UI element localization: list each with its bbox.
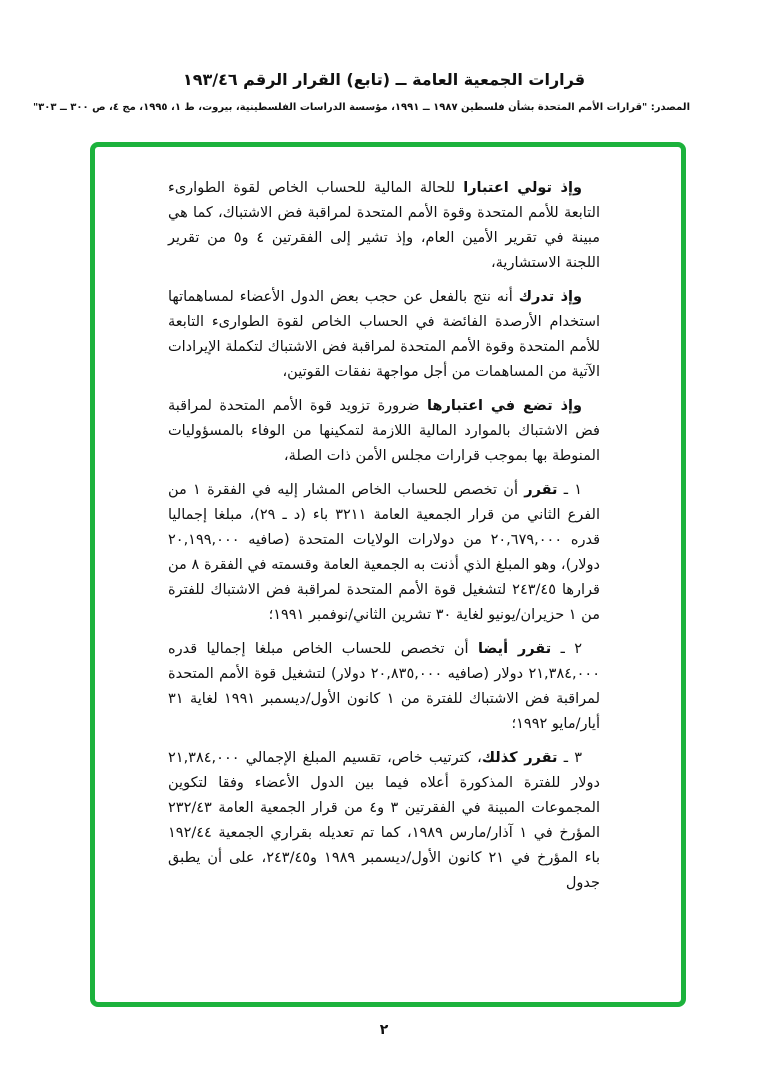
paragraph bbox=[168, 394, 600, 469]
paragraph bbox=[168, 746, 600, 896]
paragraph-lead: وإذ تولي اعتبارا bbox=[463, 180, 582, 196]
paragraph bbox=[168, 637, 600, 737]
paragraph-text: للحالة المالية للحساب الخاص لقوة الطوارىء التابعة للأمم المتحدة وقوة الأمم المتحدة لمراقبة فض الاشتباك، كما هي مبينة في تقرير الأمين العام، وإذ تشير إلى الفقرتين ٤ و٥ من تقرير اللجنة الاستشارية، bbox=[168, 180, 600, 271]
paragraph-lead: تقرر bbox=[524, 482, 558, 498]
paragraph bbox=[168, 478, 600, 628]
paragraph bbox=[168, 285, 600, 385]
paragraph bbox=[168, 176, 600, 276]
paragraph-text: ضرورة تزويد قوة الأمم المتحدة لمراقبة فض الاشتباك بالموارد المالية اللازمة لتمكينها من الوفاء بالمسؤوليات المنوطة بها بموجب قرارات مجلس الأمن ذات الصلة، bbox=[168, 398, 600, 464]
source-line: المصدر: "قرارات الأمم المتحدة بشأن فلسطين ١٩٨٧ ــ ١٩٩١، مؤسسة الدراسات الفلسطينية، بيروت، ط ١، ١٩٩٥، مج ٤، ص ٣٠٠ ــ ٣٠٣" bbox=[32, 102, 690, 113]
paragraph-text: ، كترتيب خاص، تقسيم المبلغ الإجمالي ٢١,٣٨٤,٠٠٠ دولار للفترة المذكورة أعلاه فيما بين الدول الأعضاء وفقا لتكوين المجموعات المبينة في الفقرتين ٣ و٤ من قرار الجمعية العامة ٢٣٢/٤٣ المؤرخ في ١ آذار/مارس ١٩٨٩، كما تم تعديله بقراري الجمعية ١٩٢/٤٤ باء المؤرخ في ٢١ كانون الأول/ديسمبر ١٩٨٩ و٢٤٣/٤٥، على أن يطبق جدول bbox=[168, 750, 601, 891]
paragraph-text: أنه نتج بالفعل عن حجب بعض الدول الأعضاء لمساهماتها استخدام الأرصدة الفائضة في الحساب الخاص لقوة الطوارىء التابعة للأمم المتحدة وقوة الأمم المتحدة لمراقبة فض الاشتباك لتكملة الإيرادات الآتية من المساهمات من أجل مواجهة نفقات القوتين، bbox=[168, 289, 600, 380]
paragraph-lead: وإذ تضع في اعتبارها bbox=[426, 398, 583, 414]
paragraph-text: أن تخصص للحساب الخاص مبلغا إجماليا قدره ٢١,٣٨٤,٠٠٠ دولار (صافيه ٢٠,٨٣٥,٠٠٠ دولار) لتشغيل قوة الأمم المتحدة لمراقبة فض الاشتباك للفترة من ١ كانون الأول/ديسمبر ١٩٩١ لغاية ٣١ أيار/مايو ١٩٩٢؛ bbox=[168, 641, 600, 732]
paragraph-text: أن تخصص للحساب الخاص المشار إليه في الفقرة ١ من الفرع الثاني من قرار الجمعية العامة ٣٢١١ باء (د ـ ٢٩)، مبلغا إجماليا قدره ٢٠,٦٧٩,٠٠٠ من دولارات الولايات المتحدة (صافيه ٢٠,١٩٩,٠٠٠ دولار)، وهو المبلغ الذي أذنت به الجمعية العامة وقسمته في الفقرة ٨ من قرارها ٢٤٣/٤٥ لتشغيل قوة الأمم المتحدة لمراقبة فض الاشتباك للفترة من ١ حزيران/يونيو لغاية ٣٠ تشرين الثاني/نوفمبر ١٩٩١؛ bbox=[168, 482, 600, 623]
page-title: قرارات الجمعية العامة ــ (تابع) القرار الرقم ١٩٣/٤٦ bbox=[182, 70, 586, 89]
paragraph-number: ١ ـ bbox=[557, 482, 583, 498]
paragraph-number: ٣ ـ bbox=[557, 750, 582, 766]
page-number: ٢ bbox=[379, 1022, 389, 1038]
paragraph-lead: تقرر أيضا bbox=[477, 641, 552, 657]
paragraph-lead: وإذ تدرك bbox=[518, 289, 582, 305]
paragraph-number: ٢ ـ bbox=[551, 641, 583, 657]
paragraph-lead: تقرر كذلك bbox=[481, 750, 558, 766]
document-body bbox=[168, 176, 600, 905]
